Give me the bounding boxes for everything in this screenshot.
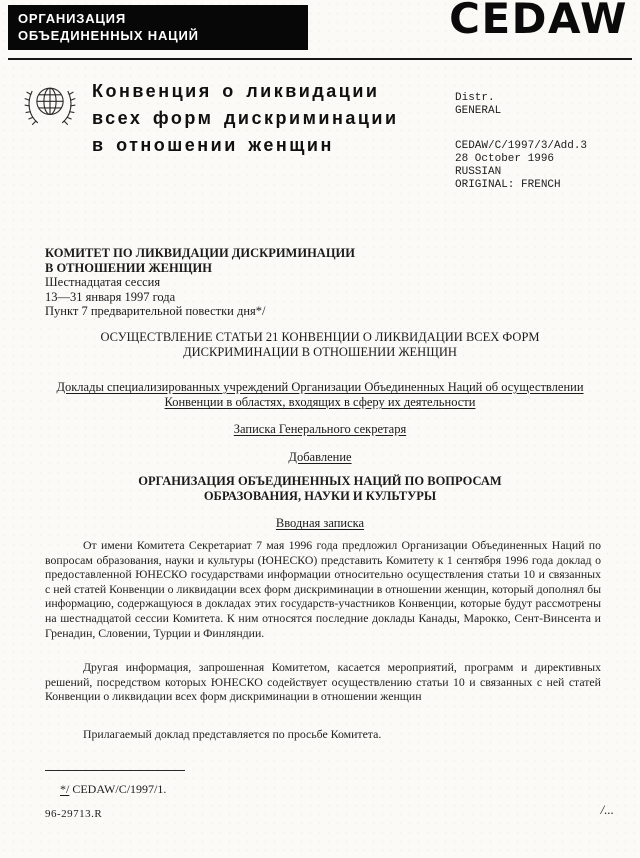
continuation-marker: /... [600, 802, 614, 817]
footnote [60, 782, 166, 797]
intro-heading-wrap [0, 516, 640, 531]
document-language: RUSSIAN [455, 166, 502, 178]
document-original-language: ORIGINAL: FRENCH [455, 179, 561, 191]
session-dates: 13—31 января 1997 года [45, 289, 176, 304]
document-date: 28 October 1996 [455, 153, 555, 165]
un-emblem-icon [20, 76, 80, 136]
addendum-heading-wrap [0, 450, 640, 465]
reports-heading-line1: Доклады специализированных учреждений Организации Объединенных Наций об осуществлении [56, 380, 584, 394]
body-paragraph-2: Другая информация, запрошенная Комитетом, касается мероприятий, программ и директивных решений, посредством которых ЮНЕСКО содействует осуществлению статьи 10 и связанных с ней статей Конвенции о ликвидации всех форм дискриминации в отношении женщин [45, 660, 601, 704]
unesco-heading-line2: ОБРАЗОВАНИЯ, НАУКИ И КУЛЬТУРЫ [203, 489, 437, 503]
convention-title [92, 78, 399, 159]
committee-name-line1: КОМИТЕТ ПО ЛИКВИДАЦИИ ДИСКРИМИНАЦИИ [45, 246, 355, 260]
document-number: 96-29713.R [45, 808, 103, 820]
document-meta [455, 92, 587, 192]
meta-spacer [455, 118, 587, 140]
body-paragraph-3: Прилагаемый доклад представляется по просьбе Комитета. [83, 727, 382, 741]
unesco-heading [0, 474, 640, 504]
implementation-heading-line2: ДИСКРИМИНАЦИИ В ОТНОШЕНИИ ЖЕНЩИН [183, 345, 457, 359]
note-heading: Записка Генерального секретаря [233, 422, 407, 436]
session-block [45, 246, 355, 319]
agenda-item: Пункт 7 предварительной повестки дня*/ [45, 304, 266, 318]
footnote-marker: */ [60, 782, 70, 796]
footnote-divider [45, 770, 185, 771]
un-org-header [8, 5, 308, 50]
un-org-name-line2: ОБЪЕДИНЕННЫХ НАЦИЙ [18, 28, 199, 43]
convention-title-line1: Конвенция о ликвидации [92, 81, 380, 101]
note-heading-wrap [0, 422, 640, 437]
committee-name-line2: В ОТНОШЕНИИ ЖЕНЩИН [45, 260, 212, 275]
distr-label: Distr. [455, 92, 495, 104]
distr-value: GENERAL [455, 105, 502, 117]
cedaw-logo: CEDAW [449, 0, 628, 43]
footnote-text: CEDAW/C/1997/1. [69, 782, 167, 796]
reports-heading [0, 380, 640, 410]
un-org-name-line1: ОРГАНИЗАЦИЯ [18, 11, 126, 26]
document-symbol: CEDAW/C/1997/3/Add.3 [455, 140, 588, 152]
intro-heading: Вводная записка [275, 516, 365, 530]
implementation-heading [0, 330, 640, 360]
addendum-heading: Добавление [288, 450, 352, 464]
implementation-heading-line1: ОСУЩЕСТВЛЕНИЕ СТАТЬИ 21 КОНВЕНЦИИ О ЛИКВИДАЦИИ ВСЕХ ФОРМ [100, 330, 540, 344]
reports-heading-line2: Конвенции в областях, входящих в сферу их деятельности [164, 395, 476, 409]
unesco-heading-line1: ОРГАНИЗАЦИЯ ОБЪЕДИНЕННЫХ НАЦИЙ ПО ВОПРОСАМ [138, 474, 502, 488]
body-paragraph-1: От имени Комитета Секретариат 7 мая 1996 года предложил Организации Объединенных Наций по вопросам образования, науки и культуры (ЮНЕСКО) представить Комитету к 1 сентября 1996 года доклад о предоставленной ЮНЕСКО государствами информации относительно осуществления статьи 10 и связанных с ней статей Конвенции о ликвидации всех форм дискриминации в отношении женщин, который дополнял бы информацию, содержащуюся в докладах этих государств-участников Конвенции, которые будут рассмотрены на шестнадцатой сессии Комитета. К ним относятся последние доклады Канады, Марокко, Сент-Винсента и Гренадин, Словении, Турции и Финляндии. [45, 538, 601, 640]
convention-title-line2: всех форм дискриминации [92, 108, 399, 128]
header-divider [8, 58, 632, 60]
convention-title-line3: в отношении женщин [92, 135, 334, 155]
session-number: Шестнадцатая сессия [45, 275, 161, 289]
